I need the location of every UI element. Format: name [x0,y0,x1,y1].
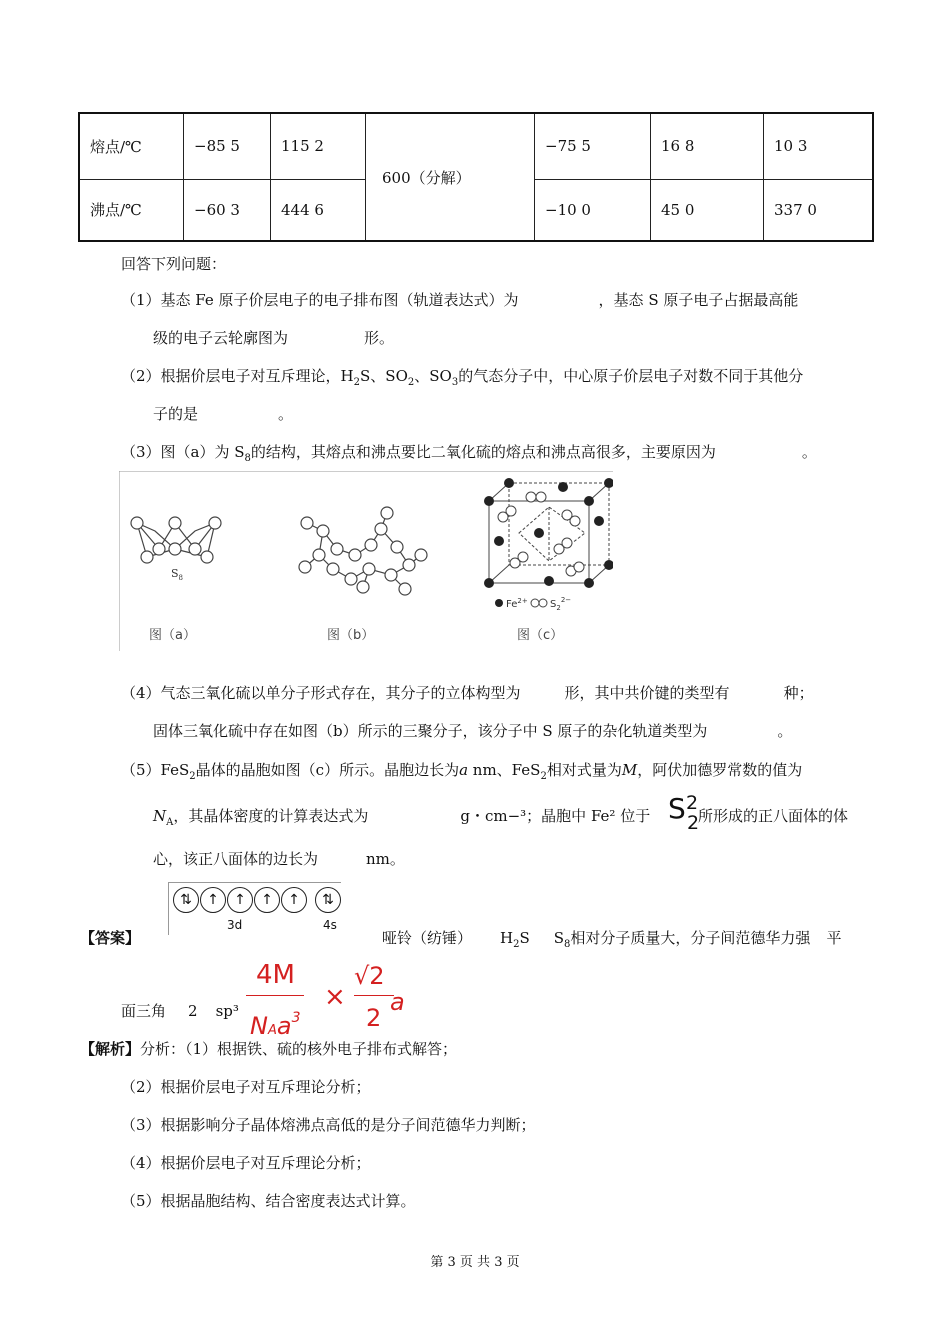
q5-line2: $N_A$，其晶体密度的计算表达式为 g・cm−³；晶胞中 Fe² 位于 [153,807,651,828]
trimer-structure [299,507,427,595]
q5-line2-end: 所形成的正八面体的体 [698,807,849,825]
q1-line2: 级的电子云轮廓图为 形。 [153,329,395,347]
structure-figures [119,471,613,651]
cell: −60 3 [184,179,271,241]
q4-line2: 固体三氧化硫中存在如图（b）所示的三聚分子，该分子中 S 原子的杂化轨道类型为 。 [153,722,793,740]
orbital-paired: ⇅ [173,887,199,913]
label-3d: 3d [227,918,243,932]
q4-line1: （4）气态三氧化硫以单分子形式存在，其分子的立体构型为 形，其中共价键的类型有 种； [121,684,814,702]
answer-label: 【答案】 [80,929,141,947]
q5-line1: （5）FeS$_2$晶体的晶胞如图（c）所示。晶胞边长为a nm、FeS$_2$相对式量为M，阿伏加德罗常数的值为 [121,761,803,782]
row-label-melting: 熔点/℃ [79,113,184,179]
intro: 回答下列问题： [121,255,227,273]
svg-text:S22−: $S_2^{2-}$ [550,596,572,612]
analysis-line5: （5）根据晶胞结构、结合密度表达式计算。 [121,1192,416,1210]
orbital-single: ↑ [227,887,253,913]
q5-line3: 心，该正八面体的边长为 nm。 [153,850,405,868]
properties-table [78,112,874,242]
orbital-diagram [168,882,341,935]
analysis-line2: （2）根据价层电子对互斥理论分析； [121,1078,371,1096]
answer-line1: 哑铃（纺锤） $H_2S$ $S_8$相对分子质量大，分子间范德华力强 平 [382,929,842,950]
caption-c: 图（c） [517,628,564,643]
cell: −10 0 [535,179,651,241]
cell: 337 0 [764,179,874,241]
analysis-line4: （4）根据价层电子对互斥理论分析； [121,1154,371,1172]
cell: −85 5 [184,113,271,179]
cell: 45 0 [651,179,764,241]
s8-structure [131,517,221,563]
answer-line2: 面三角 2 sp³ [121,1002,239,1020]
page-footer: 第 3 页 共 3 页 [430,1255,520,1270]
figure-image [119,471,613,651]
row-label-boiling: 沸点/℃ [79,179,184,241]
analysis-line1: 【解析】分析：（1）根据铁、硫的核外电子排布式解答； [80,1040,458,1058]
orbital-single: ↑ [281,887,307,913]
cell: −75 5 [535,113,651,179]
orbital-4s: ⇅ [315,887,341,913]
legend [495,596,571,612]
orbital-single: ↑ [254,887,280,913]
q2-line2: 子的是 。 [153,405,294,423]
cell: 444 6 [271,179,366,241]
label-4s: 4s [323,918,337,932]
orbital-single: ↑ [200,887,226,913]
analysis-line3: （3）根据影响分子晶体熔沸点高低的是分子间范德华力判断； [121,1116,536,1134]
cell: 16 8 [651,113,764,179]
density-formula: 4M NAa$^3$ × √2 2 a [246,960,410,1050]
caption-b: 图（b） [327,628,375,643]
merged-cell: 600（分解） [366,113,535,241]
q2-line1: （2）根据价层电子对互斥理论，$H_2S$、$SO_2$、$SO_3$的气态分子中，中心原子价层电子对数不同于其他分 [121,367,804,388]
svg-text:Fe2+: $Fe^{2+}$ [506,597,528,610]
cell: 10 3 [764,113,874,179]
caption-a: 图（a） [149,628,196,643]
s2-ion-symbol: S 2 2 [668,792,700,834]
q1-line1: （1）基态 Fe 原子价层电子的电子排布图（轨道表达式）为 ，基态 S 原子电子占据最高能 [121,291,799,309]
cell: 115 2 [271,113,366,179]
s8-label: $S_8$ [171,567,184,582]
q3-line: （3）图（a）为 $S_8$的结构，其熔点和沸点要比二氧化硫的熔点和沸点高很多，主要原因为 。 [121,443,817,464]
